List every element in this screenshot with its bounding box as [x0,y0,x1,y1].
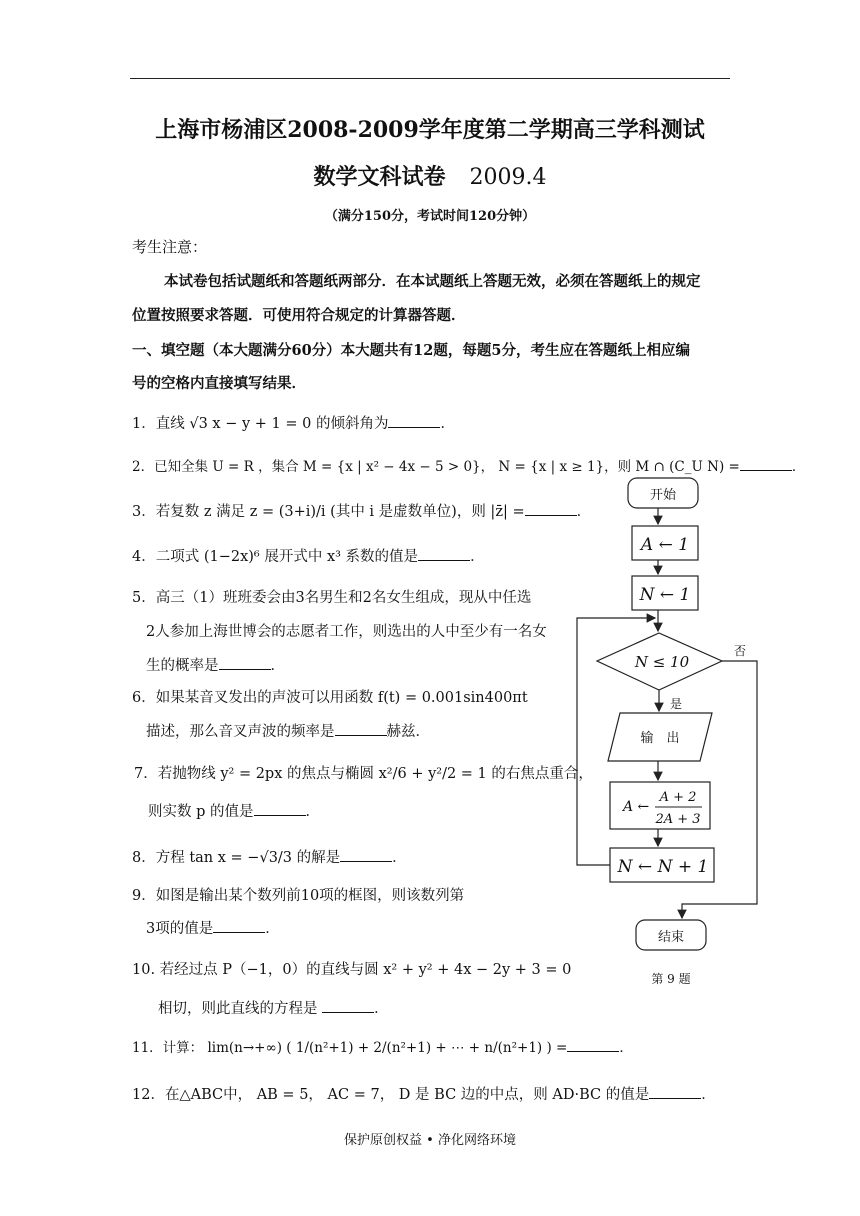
exam-year: 2009.4 [469,165,547,190]
question-10-line-2: 相切，则此直线的方程是 ． [158,1001,389,1017]
flowchart-update-n-label: N ← N + 1 [617,857,709,877]
flowchart-update-a-denominator: 2A + 3 [655,812,701,827]
question-11: 11．计算： lim(n→+∞) ( 1/(n²+1) + 2/(n²+1) + ⋯ + n/(n²+1) ) = ． [132,1040,633,1056]
flowchart-a-init-label: A ← 1 [640,535,690,555]
question-4: 4．二项式 (1−2x)⁶ 展开式中 x³ 系数的值是 ． [132,549,485,565]
question-7-line-2: 则实数 p 的值是 ． [148,804,320,820]
question-9-line-1: 9．如图是输出某个数列前10项的框图，则该数列第 [132,888,465,904]
question-5-line-2: 2人参加上海世博会的志愿者工作，则选出的人中至少有一名女 [146,624,547,640]
question-9-line-2: 3项的值是 ． [146,921,280,937]
question-5-line-3: 生的概率是 ． [146,658,285,674]
question-1: 1．直线 √3 x − y + 1 = 0 的倾斜角为 ． [132,416,455,432]
flowchart-start-label: 开始 [649,488,677,503]
flowchart-update-a-numerator: A + 2 [659,790,697,805]
flowchart-update-a-lhs: A ← [623,799,650,815]
notice-line-1: 本试卷包括试题纸和答题纸两部分．在本试题纸上答题无效，必须在答题纸上的规定 [164,273,701,290]
question-6-line-2: 描述，那么音叉声波的频率是 赫兹． [146,724,430,740]
question-10-line-1: 10. 若经过点 P（−1，0）的直线与圆 x² + y² + 4x − 2y + 3 = 0 [132,962,572,978]
exam-subtitle [0,160,860,191]
section-1-line-1: 一、填空题（本大题满分60分）本大题共有12题，每题5分，考生应在答题纸上相应编 [132,342,690,359]
flowchart-diagram [570,470,770,990]
question-5-line-1: 5．高三（1）班班委会由3名男生和2名女生组成，现从中任选 [132,590,532,606]
question-6-line-1: 6．如果某音叉发出的声波可以用函数 f(t) = 0.001sin400πt [132,690,528,706]
question-3: 3．若复数 z 满足 z = (3+i)/i (其中 i 是虚数单位)，则 |z̄| = ． [132,504,592,520]
flowchart-n-init-label: N ← 1 [639,585,691,605]
flowchart-yes-label: 是 [669,697,683,711]
exam-meta: （满分150分，考试时间120分钟） [324,209,536,224]
header-rule [130,78,730,79]
notice-line-2: 位置按照要求答题．可使用符合规定的计算器答题． [132,307,466,324]
flowchart-output-label: 输 出 [640,731,680,746]
question-7-line-1: 7．若抛物线 y² = 2px 的焦点与椭圆 x²/6 + y²/2 = 1 的右焦点重合， [134,766,593,782]
page-footer: 保护原创权益 • 净化网络环境 [344,1133,516,1148]
section-1-line-2: 号的空格内直接填写结果． [132,375,306,392]
notice-heading: 考生注意： [132,238,208,256]
exam-title: 上海市杨浦区2008-2009学年度第二学期高三学科测试 [155,117,705,143]
question-2: 2．已知全集 U = R ，集合 M = {x | x² − 4x − 5 > 0}， N = {x | x ≥ 1}，则 M ∩ (C_U N) = ． [132,459,806,475]
flowchart-caption: 第 9 题 [651,972,691,986]
exam-subject: 数学文科试卷 [313,164,446,190]
flowchart-condition-label: N ≤ 10 [634,653,690,671]
flowchart-end-label: 结束 [657,930,685,945]
question-8: 8．方程 tan x = −√3/3 的解是 ． [132,850,407,866]
question-12: 12．在△ABC中， AB = 5， AC = 7， D 是 BC 边的中点，则 AD·BC 的值是 ． [132,1087,716,1103]
flowchart-no-label: 否 [733,644,747,658]
